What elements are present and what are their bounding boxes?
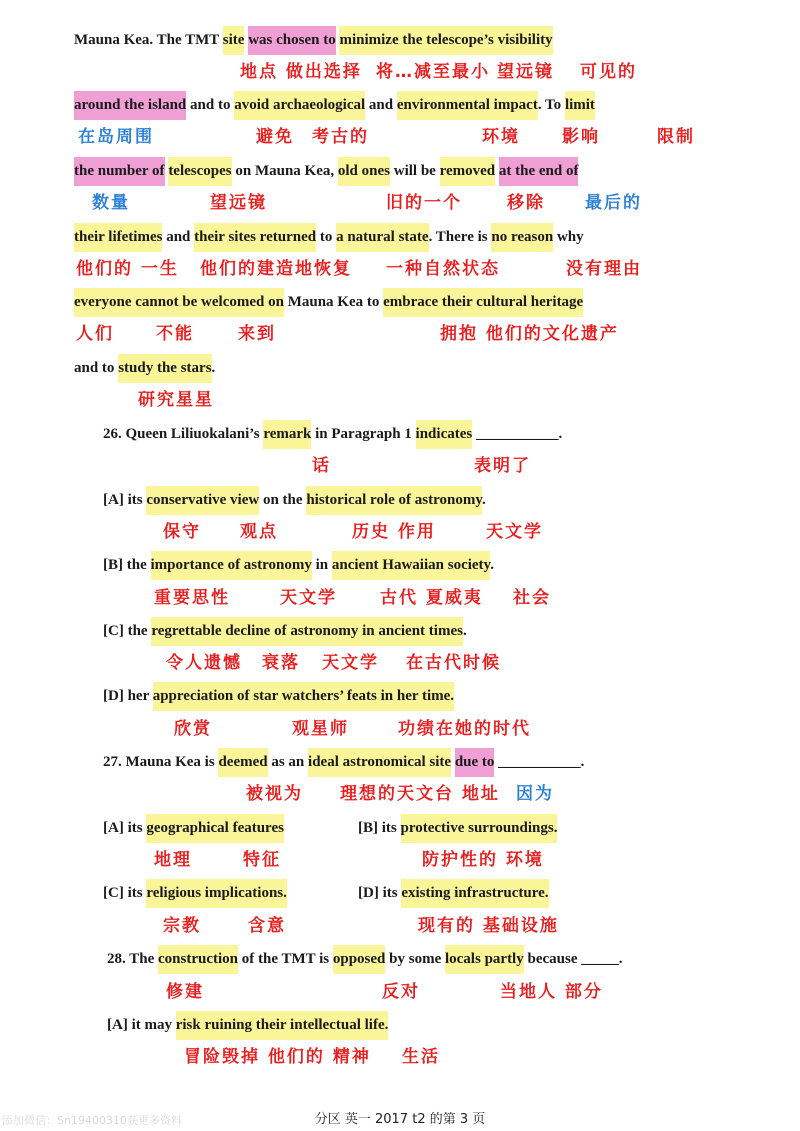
handwritten-note: 他们的建造地恢复	[200, 259, 352, 279]
q27-option-c[interactable]: [C] its religious implications.	[103, 876, 287, 910]
highlight: indicates	[416, 420, 473, 449]
highlight: historical role of astronomy	[306, 486, 482, 515]
highlight: deemed	[218, 748, 267, 777]
passage-line-3: the number of telescopes on Mauna Kea, old ones will be removed at the end of	[74, 154, 578, 188]
handwritten-note: 最后的	[585, 193, 642, 213]
highlight: risk ruining their intellectual life.	[176, 1011, 389, 1040]
handwritten-note: 限制	[657, 127, 695, 147]
handwritten-note: 他们的 一生	[76, 259, 179, 279]
highlight: geographical features	[146, 814, 284, 843]
passage-line-4: their lifetimes and their sites returned to a natural state. There is no reason why	[74, 220, 584, 254]
highlight: appreciation of star watchers’ feats in her time.	[153, 682, 454, 711]
handwritten-note: 话	[312, 456, 331, 476]
highlight: site	[223, 26, 245, 55]
question-27-stem: 27. Mauna Kea is deemed as an ideal astronomical site due to ___________.	[103, 745, 584, 779]
handwritten-note: 天文学	[280, 588, 337, 608]
highlight: limit	[565, 91, 595, 120]
handwritten-note: 历史 作用	[352, 522, 436, 542]
handwritten-note: 没有理由	[566, 259, 642, 279]
handwritten-note: 来到	[238, 324, 276, 344]
question-28-stem: 28. The construction of the TMT is opposed by some locals partly because _____.	[107, 942, 622, 976]
handwritten-note: 被视为	[246, 784, 303, 804]
handwritten-note: 拥抱 他们的文化遗产	[440, 324, 619, 344]
q26-option-a[interactable]: [A] its conservative view on the historical role of astronomy.	[103, 483, 486, 517]
handwritten-note: 冒险毁掉 他们的 精神	[184, 1047, 371, 1067]
passage-line-2: around the island and to avoid archaeological and environmental impact. To limit	[74, 88, 595, 122]
highlight: due to	[455, 748, 495, 777]
handwritten-note: 考古的	[312, 127, 369, 147]
highlight: opposed	[333, 945, 386, 974]
highlight: study the stars	[118, 354, 211, 383]
handwritten-note: 地理	[154, 850, 192, 870]
highlight: construction	[158, 945, 238, 974]
handwritten-note: 影响	[562, 127, 600, 147]
handwritten-note: 令人遗憾	[166, 653, 242, 673]
q27-option-d[interactable]: [D] its existing infrastructure.	[358, 876, 549, 910]
handwritten-note: 一种自然状态	[386, 259, 500, 279]
page-footer: 分区 英一 2017 t2 的第 3 页	[314, 1112, 486, 1127]
highlight: around the island	[74, 91, 186, 120]
handwritten-note: 现有的 基础设施	[418, 916, 559, 936]
highlight: environmental impact	[397, 91, 538, 120]
handwritten-note: 人们	[76, 324, 114, 344]
highlight: no reason	[491, 223, 553, 252]
watermark: 添加微信：Sn19400310获更多资料	[2, 1114, 182, 1127]
handwritten-note: 欣赏	[174, 719, 212, 739]
highlight: avoid archaeological	[234, 91, 365, 120]
handwritten-note: 可见的	[580, 62, 637, 82]
handwritten-note: 生活	[402, 1047, 440, 1067]
highlight: ancient Hawaiian society	[332, 551, 490, 580]
handwritten-note: 移除	[507, 193, 545, 213]
highlight: conservative view	[146, 486, 259, 515]
highlight: locals partly	[445, 945, 524, 974]
handwritten-note: 重要思性	[154, 588, 230, 608]
handwritten-note: 环境	[482, 127, 520, 147]
highlight: remark	[263, 420, 311, 449]
handwritten-note: 望远镜	[497, 62, 554, 82]
handwritten-note: 天文学	[486, 522, 543, 542]
handwritten-note: 避免	[256, 127, 294, 147]
handwritten-note: 宗教	[163, 916, 201, 936]
handwritten-note: 因为	[516, 784, 554, 804]
highlight: regrettable decline of astronomy in ancient times	[151, 617, 463, 646]
handwritten-note: 功绩在她的时代	[398, 719, 531, 739]
highlight: at the end of	[499, 157, 579, 186]
passage-line-1: Mauna Kea. The TMT site was chosen to minimize the telescope’s visibility	[74, 23, 553, 57]
handwritten-note: 理想的天文台 地址	[340, 784, 500, 804]
highlight: a natural state	[336, 223, 429, 252]
highlight: their lifetimes	[74, 223, 162, 252]
handwritten-note: 社会	[513, 588, 551, 608]
handwritten-note: 地点 做出选择	[240, 62, 362, 82]
handwritten-note: 观星师	[292, 719, 349, 739]
highlight: removed	[440, 157, 496, 186]
handwritten-note: 修建	[166, 982, 204, 1002]
highlight: existing infrastructure.	[401, 879, 548, 908]
highlight: embrace their cultural heritage	[383, 288, 583, 317]
handwritten-note: 衰落	[262, 653, 300, 673]
highlight: their sites returned	[194, 223, 316, 252]
highlight: protective surroundings.	[401, 814, 558, 843]
handwritten-note: 防护性的 环境	[422, 850, 544, 870]
handwritten-note: 含意	[248, 916, 286, 936]
handwritten-note: 古代 夏威夷	[380, 588, 483, 608]
handwritten-note: 研究星星	[138, 390, 214, 410]
handwritten-note: 特征	[243, 850, 281, 870]
handwritten-note: 天文学	[322, 653, 379, 673]
highlight: religious implications.	[146, 879, 287, 908]
question-26-stem: 26. Queen Liliuokalani’s remark in Paragraph 1 indicates ___________.	[103, 417, 562, 451]
handwritten-note: 望远镜	[210, 193, 267, 213]
handwritten-note: 反对	[382, 982, 420, 1002]
q26-option-b[interactable]: [B] the importance of astronomy in ancient Hawaiian society.	[103, 548, 494, 582]
passage-line-6: and to study the stars.	[74, 351, 215, 385]
highlight: old ones	[338, 157, 390, 186]
handwritten-note: 表明了	[474, 456, 531, 476]
handwritten-note: 数量	[92, 193, 130, 213]
highlight: ideal astronomical site	[308, 748, 451, 777]
handwritten-note: 观点	[240, 522, 278, 542]
highlight: importance of astronomy	[151, 551, 312, 580]
q26-option-c[interactable]: [C] the regrettable decline of astronomy in ancient times.	[103, 614, 467, 648]
highlight: everyone cannot be welcomed on	[74, 288, 284, 317]
q26-option-d[interactable]: [D] her appreciation of star watchers’ feats in her time.	[103, 679, 454, 713]
passage-line-5: everyone cannot be welcomed on Mauna Kea to embrace their cultural heritage	[74, 285, 583, 319]
handwritten-note: 旧的一个	[386, 193, 462, 213]
handwritten-note: 当地人 部分	[500, 982, 603, 1002]
highlight: minimize the telescope’s visibility	[339, 26, 552, 55]
highlight: the number of	[74, 157, 165, 186]
highlight: telescopes	[168, 157, 231, 186]
q27-option-b[interactable]: [B] its protective surroundings.	[358, 811, 557, 845]
highlight: was chosen to	[248, 26, 336, 55]
handwritten-note: 保守	[163, 522, 201, 542]
q27-option-a[interactable]: [A] its geographical features	[103, 811, 284, 845]
q28-option-a[interactable]: [A] it may risk ruining their intellectual life.	[107, 1008, 388, 1042]
handwritten-note: 不能	[156, 324, 194, 344]
handwritten-note: 在岛周围	[78, 127, 154, 147]
handwritten-note: 在古代时候	[406, 653, 501, 673]
handwritten-note: 将…减至最小	[376, 62, 490, 82]
